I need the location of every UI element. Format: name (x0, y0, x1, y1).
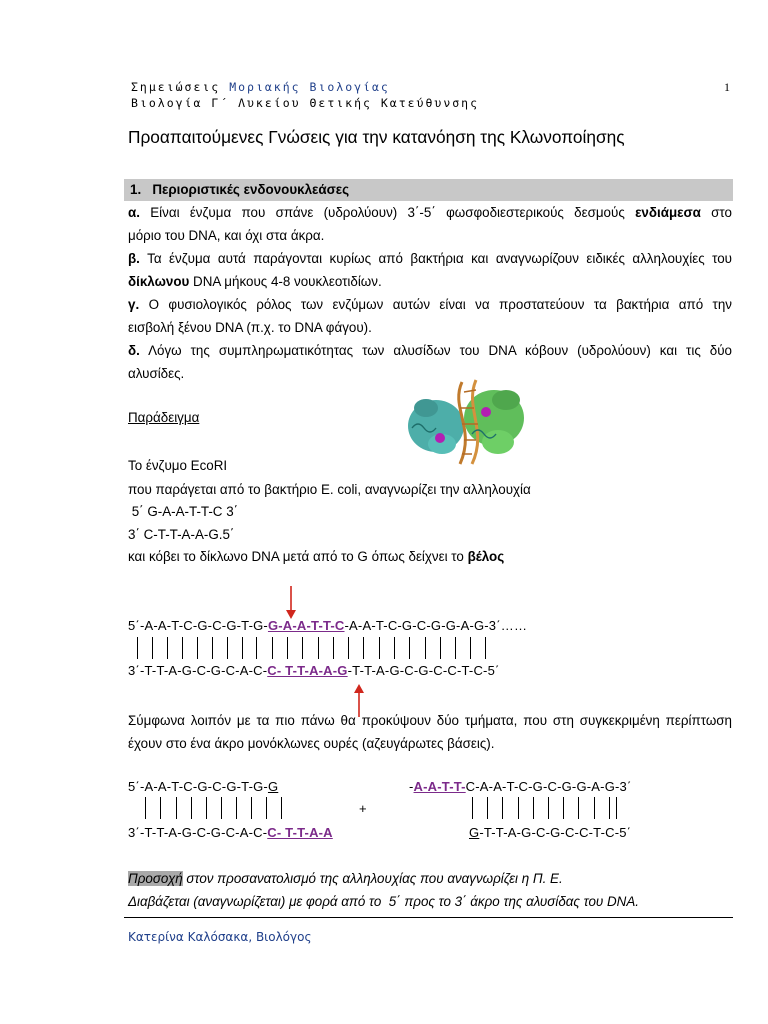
full-seq-top (128, 618, 527, 633)
full-seq-bottom-site: C- T-T-A-A-G (267, 663, 348, 678)
fragment-right-bonds (472, 797, 622, 819)
point-b-label: β. (128, 251, 140, 266)
header-line1-a: Σημειώσεις (131, 80, 221, 94)
point-c-label: γ. (128, 297, 140, 312)
point-d-line2: αλυσίδες. (128, 366, 185, 381)
cut-text: και κόβει το δίκλωνο DNA μετά από το G όπως δείχνει το (128, 549, 468, 564)
full-seq-bottom-post: -T-T-A-G-C-G-C-C-T-C-5΄ (347, 663, 500, 678)
point-c-text1: Ο φυσιολογικός ρόλος των ενζύμων αυτών είναι να προστατεύουν τα βακτήρια από την (139, 297, 732, 312)
example-seq-bottom: 3΄ C-T-T-A-A-G.5΄ (128, 527, 235, 542)
cut-arrow-down-icon (284, 586, 298, 620)
fragment-left-top (128, 779, 278, 794)
point-b (128, 247, 732, 293)
footer-author: Κατερίνα Καλόσακα, Βιολόγος (128, 930, 312, 944)
fragment-right-top-post: C-A-A-T-C-G-C-G-G-A-G-3΄ (465, 779, 632, 794)
full-seq-top-site: G-A-A-T-T-C (267, 618, 345, 633)
fragment-left-top-g: G (267, 779, 279, 794)
section-number: 1. (130, 182, 142, 197)
full-seq-bottom (128, 663, 500, 678)
note-line1 (128, 871, 563, 886)
fragment-left-bonds (145, 797, 285, 819)
example-heading: Παράδειγμα (128, 410, 200, 425)
point-a-bold: ενδιάμεσα (635, 205, 701, 220)
section-title: Περιοριστικές ενδονουκλεάσες (152, 182, 350, 197)
point-a (128, 201, 732, 247)
point-a-label: α. (128, 205, 140, 220)
section-heading (130, 182, 349, 197)
fragment-right-top-site: A-A-T-T- (413, 779, 466, 794)
example-enzyme: Το ένζυμο EcoRI (128, 458, 228, 473)
point-c-line2: εισβολή ξένου DNA (π.χ. το DNA φάγου). (128, 320, 372, 335)
point-b-text1: Τα ένζυμα αυτά παράγονται κυρίως από βακτήρια και αναγνωρίζουν ειδικές αλληλουχίες του (139, 251, 732, 266)
note-line2: Διαβάζεται (αναγνωρίζεται) με φορά από το 5΄ προς το 3΄ άκρο της αλυσίδας του DNA. (128, 894, 639, 909)
header-line1-b: Μοριακής Βιολογίας (229, 80, 390, 94)
fragment-left-top-pre: 5΄-A-A-T-C-G-C-G-T-G- (128, 779, 268, 794)
point-b-bold: δίκλωνου (128, 274, 190, 289)
page-title: Προαπαιτούμενες Γνώσεις για την κατανόηση της Κλωνοποίησης (128, 127, 625, 147)
point-a-text2: στο (700, 205, 732, 220)
cut-bold: βέλος (467, 549, 505, 564)
fragment-right-bottom-g: G (469, 825, 480, 840)
running-header (131, 80, 390, 94)
full-seq-top-post: -A-A-T-C-G-C-G-G-A-G-3΄…… (344, 618, 528, 633)
fragment-right-bottom (469, 825, 631, 840)
full-seq-top-pre: 5΄-A-A-T-C-G-C-G-T-G- (128, 618, 268, 633)
point-d-text1: Λόγω της συμπληρωματικότητας των αλυσίδων του DNA κόβουν (υδρολύουν) και τις δύο (139, 343, 732, 358)
header-line2: Βιολογία Γ΄ Λυκείου Θετικής Κατεύθυνσης (131, 96, 480, 110)
fragment-right-bottom-post: -T-T-A-G-C-G-C-C-T-C-5΄ (479, 825, 632, 840)
point-a-text1: Είναι ένζυμα που σπάνε (υδρολύουν) 3΄-5΄ φωσφοδιεστερικούς δεσμούς (139, 205, 636, 220)
page-number: 1 (724, 80, 730, 94)
plus-sign: + (359, 801, 367, 816)
ecori-structure-image (402, 378, 530, 466)
fragment-right-top (409, 779, 632, 794)
point-d-label: δ. (128, 343, 140, 358)
example-cut-text (128, 549, 504, 564)
fragment-left-bottom (128, 825, 333, 840)
fragment-left-bottom-site: C- T-T-A-A (267, 825, 333, 840)
full-seq-bottom-pre: 3΄-T-T-A-G-C-G-C-A-C- (128, 663, 268, 678)
note-line1-text: στον προσανατολισμό της αλληλουχίας που αναγνωρίζει η Π. Ε. (182, 871, 563, 886)
example-seq-top: 5΄ G-A-A-T-T-C 3΄ (128, 504, 239, 519)
full-seq-bonds (137, 637, 497, 659)
point-a-line2: μόριο του DNA, και όχι στα άκρα. (128, 228, 325, 243)
footer-divider (124, 917, 733, 918)
example-desc: που παράγεται από το βακτήριο E. coli, αναγνωρίζει την αλληλουχία (128, 482, 531, 497)
point-b-text2: DNA μήκους 4-8 νουκλεοτιδίων. (189, 274, 382, 289)
result-text: Σύμφωνα λοιπόν με τα πιο πάνω θα προκύψουν δύο τμήματα, που στη συγκεκριμένη περίπτωση έχουν στο ένα άκρο μονόκλωνες ουρές (αζευγάρωτες βάσεις). (128, 713, 732, 751)
point-c (128, 293, 732, 339)
fragment-right-top-dash: - (409, 779, 414, 794)
fragment-left-bottom-pre: 3΄-T-T-A-G-C-G-C-A-C- (128, 825, 268, 840)
note-highlight: Προσοχή (128, 871, 183, 886)
